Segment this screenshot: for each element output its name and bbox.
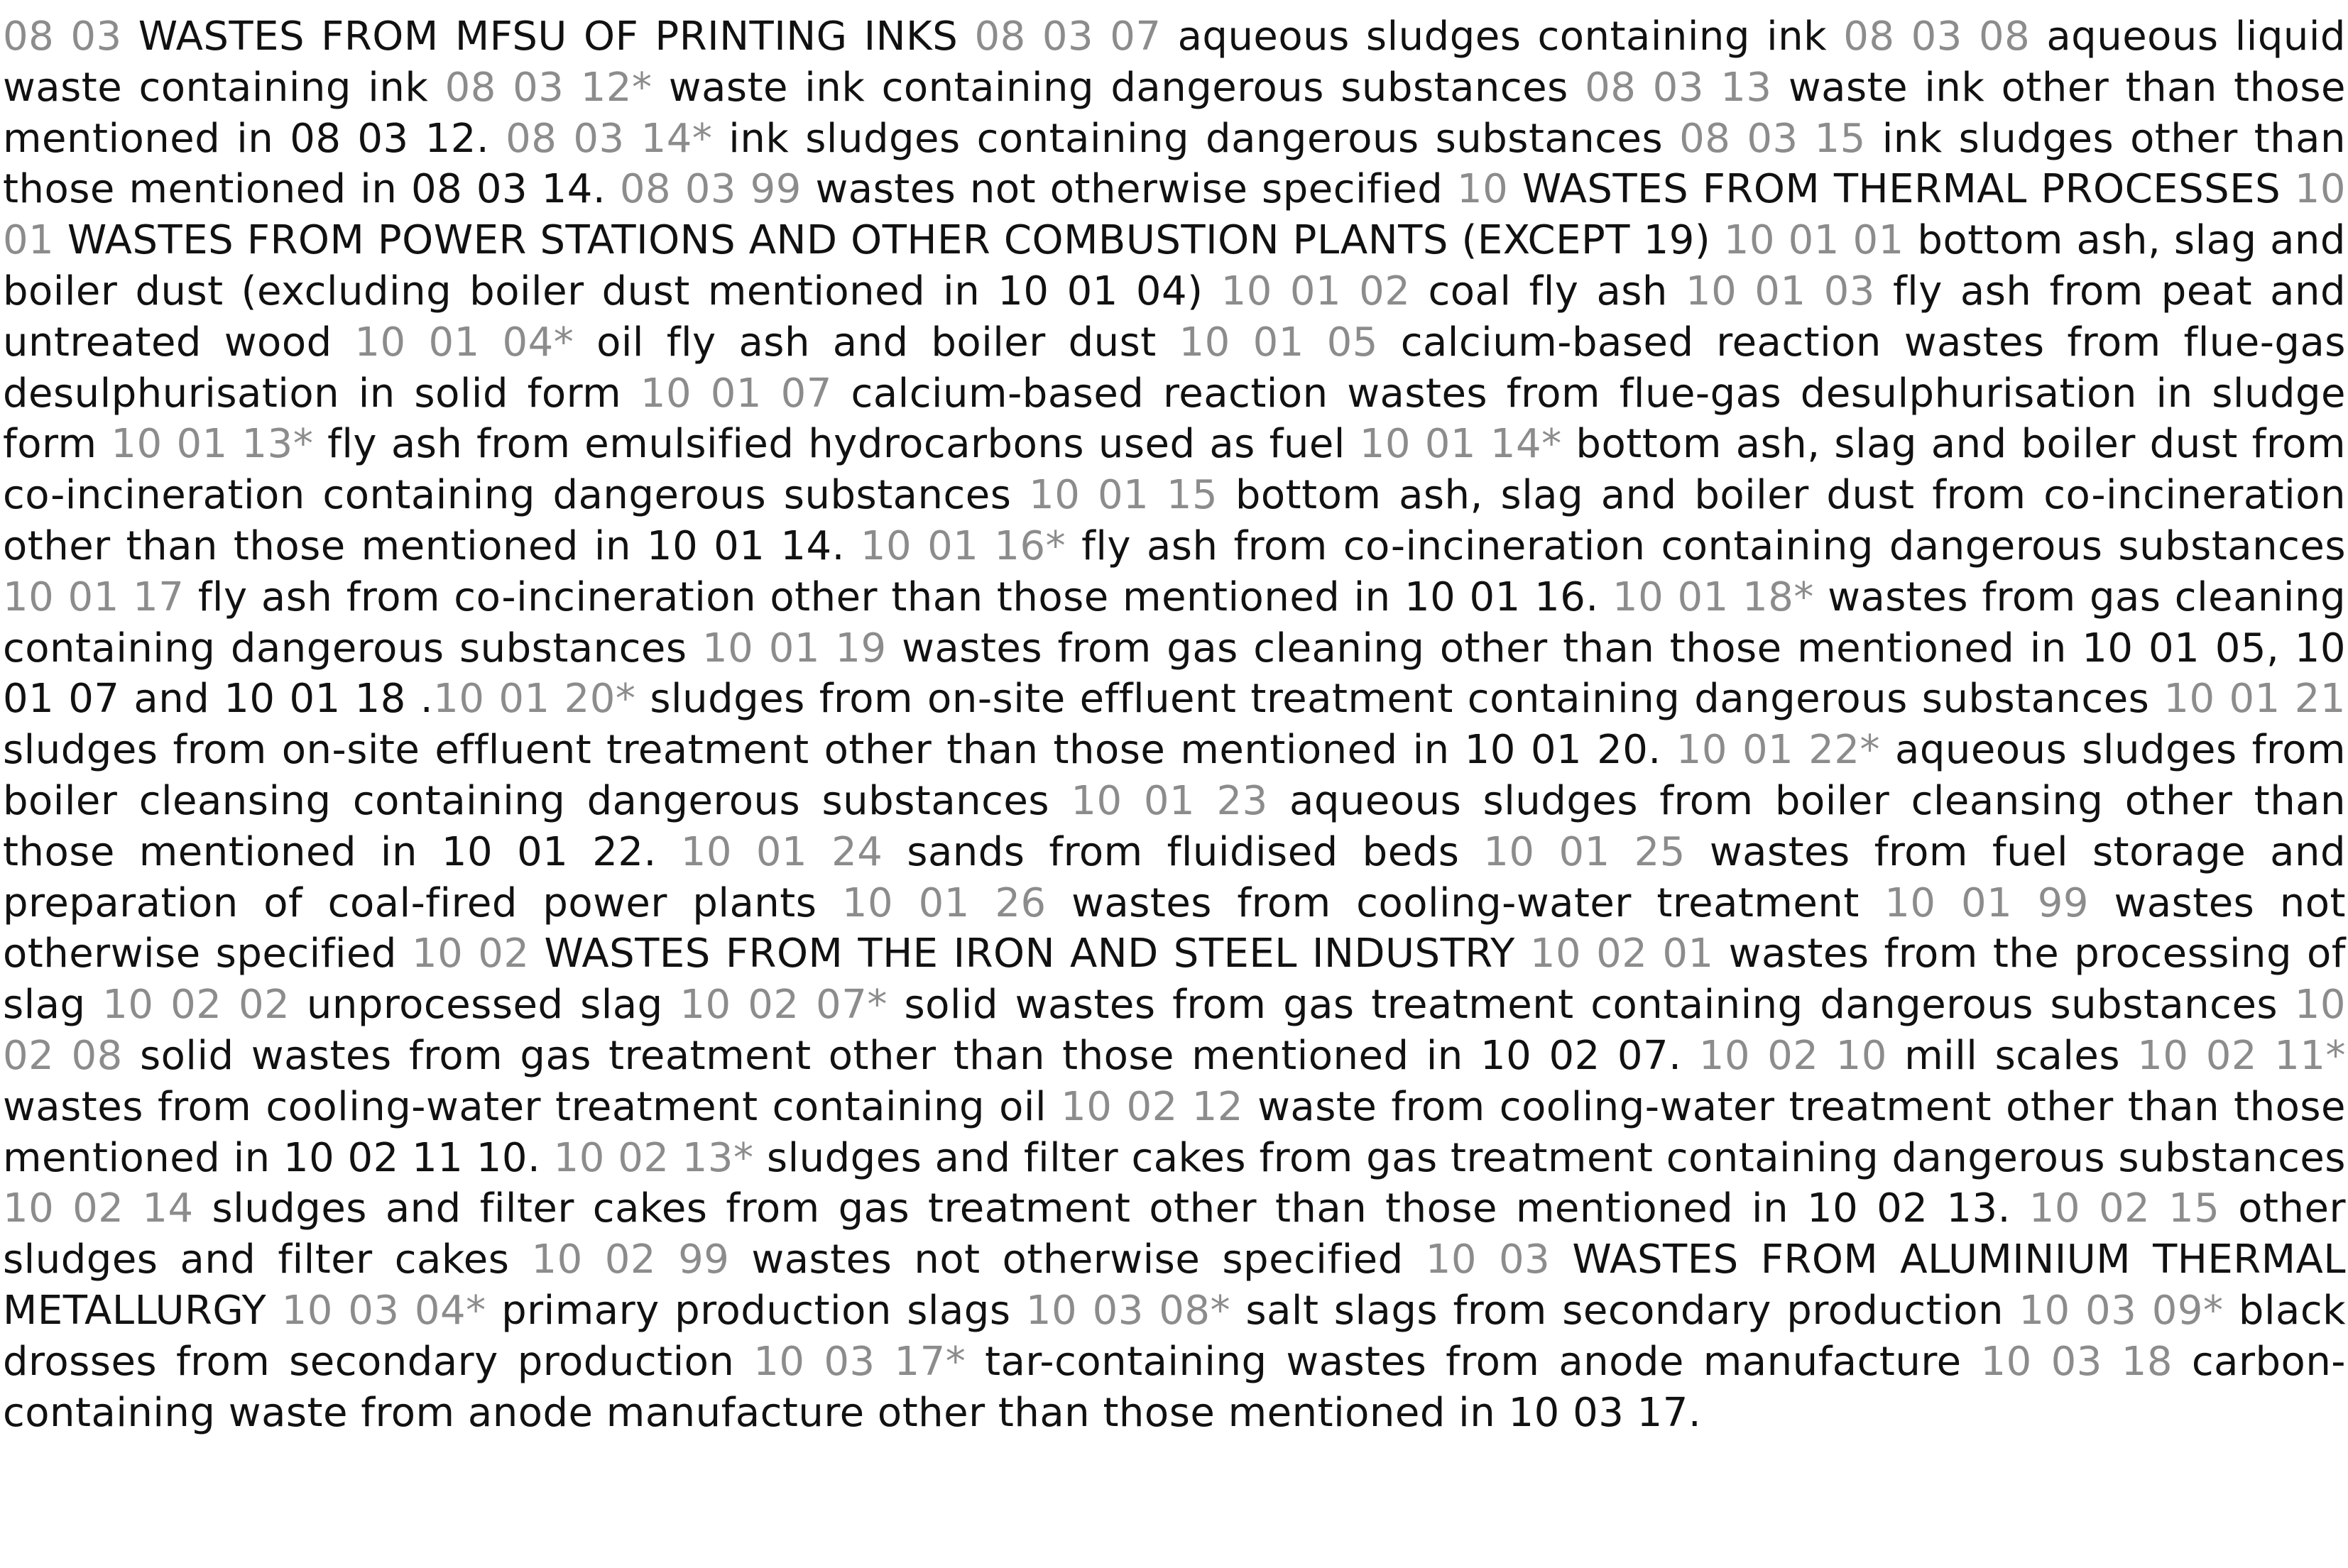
waste-code: 10 01 25: [1483, 828, 1686, 875]
section-heading: WASTES FROM MFSU OF PRINTING INKS: [138, 13, 959, 60]
waste-code: 08 03 13: [1585, 64, 1772, 111]
waste-code: 10 01 01: [1723, 217, 1904, 264]
waste-description: solid wastes from gas treatment other than those mentioned in 10 02 07.: [139, 1032, 1682, 1079]
waste-code: 10 03 04*: [281, 1287, 486, 1334]
waste-code: 10 01 03: [1686, 268, 1875, 314]
waste-description: tar-containing wastes from anode manufacture: [985, 1338, 1962, 1385]
waste-code: 08 03 14*: [506, 115, 713, 162]
waste-description: aqueous sludges from boiler cleansing other than those mentioned in 10 01 22.: [3, 777, 2346, 875]
waste-description: ink sludges other than those mentioned in 08 03 14.: [3, 115, 2346, 213]
waste-code: 10 02 01: [1529, 931, 1714, 977]
waste-description: coal fly ash: [1428, 268, 1668, 314]
waste-description: wastes not otherwise specified: [751, 1237, 1404, 1283]
section-code: 10: [1456, 166, 1509, 213]
waste-description: sands from fluidised beds: [907, 828, 1460, 875]
waste-description: unprocessed slag: [306, 982, 663, 1029]
waste-description: primary production slags: [501, 1287, 1011, 1334]
waste-code: 10 01 17: [3, 574, 185, 620]
waste-description: wastes not otherwise specified: [815, 166, 1443, 213]
waste-code: 10 01 13*: [111, 421, 314, 468]
waste-code: 10 02 99: [531, 1237, 730, 1283]
waste-code: 10 01 07: [640, 370, 832, 417]
waste-code: 10 03 08*: [1025, 1287, 1230, 1334]
waste-description: oil fly ash and boiler dust: [596, 319, 1157, 366]
waste-code: 10 02 13*: [553, 1134, 754, 1181]
waste-code: 10 03 17*: [753, 1338, 966, 1385]
waste-description: aqueous sludges containing ink: [1177, 13, 1828, 60]
waste-code: 08 03 99: [619, 166, 802, 213]
waste-description: aqueous liquid waste containing ink: [3, 13, 2346, 111]
waste-code: 10 01 21: [2163, 676, 2347, 723]
waste-description: bottom ash, slag and boiler dust (excluding boiler dust mentioned in 10 01 04): [3, 217, 2346, 314]
waste-description: waste from cooling-water treatment other than those mentioned in 10 02 11 10.: [3, 1083, 2347, 1181]
waste-code: 10 01 04*: [354, 319, 574, 366]
waste-description: fly ash from emulsified hydrocarbons used as fuel: [327, 421, 1345, 468]
section-heading: WASTES FROM POWER STATIONS AND OTHER COMBUSTION PLANTS (EXCEPT 19): [67, 217, 1711, 264]
waste-description: bottom ash, slag and boiler dust from co-incineration containing dangerous substances: [3, 421, 2346, 519]
waste-code: 10 03 18: [1980, 1338, 2173, 1385]
waste-description: wastes from cooling-water treatment containing oil: [3, 1083, 1047, 1130]
section-code: 08 03: [3, 13, 122, 60]
waste-code: 10 02 07*: [679, 982, 888, 1029]
waste-code: 10 02 02: [102, 982, 290, 1029]
waste-code: 10 01 05: [1179, 319, 1378, 366]
waste-description: sludges and filter cakes from gas treatment other than those mentioned in 10 02 13.: [212, 1185, 2011, 1232]
waste-description: aqueous sludges from boiler cleansing containing dangerous substances: [3, 727, 2346, 824]
waste-code: 10 01 15: [1029, 472, 1218, 519]
waste-description: calcium-based reaction wastes from flue-gas desulphurisation in solid form: [3, 319, 2346, 417]
waste-code: 08 03 12*: [444, 64, 652, 111]
waste-code: 10 01 16*: [860, 522, 1066, 569]
waste-description: bottom ash, slag and boiler dust from co-incineration other than those mentioned in 10 01 14.: [3, 472, 2346, 569]
waste-code: 10 01 22*: [1676, 727, 1880, 774]
section-code: 10 02: [412, 931, 530, 977]
waste-code: 10 01 24: [680, 828, 883, 875]
waste-description: fly ash from co-incineration other than those mentioned in 10 01 16.: [197, 574, 1599, 620]
waste-code: 10 01 18*: [1612, 574, 1814, 620]
waste-description: ink sludges containing dangerous substances: [728, 115, 1664, 162]
section-heading: WASTES FROM THE IRON AND STEEL INDUSTRY: [544, 931, 1515, 977]
waste-description: salt slags from secondary production: [1245, 1287, 2004, 1334]
waste-description: other sludges and filter cakes: [3, 1185, 2346, 1283]
waste-code: 10 02 10: [1698, 1032, 1887, 1079]
section-heading: WASTES FROM ALUMINIUM THERMAL METALLURGY: [3, 1237, 2347, 1334]
waste-code: 10 01 23: [1071, 777, 1268, 824]
waste-code: 08 03 07: [974, 13, 1162, 60]
waste-code: 10 01 19: [702, 625, 887, 671]
waste-code: 10 01 99: [1884, 879, 2089, 926]
waste-description: fly ash from peat and untreated wood: [3, 268, 2346, 366]
waste-description: calcium-based reaction wastes from flue-gas desulphurisation in sludge form: [3, 370, 2346, 468]
waste-code: 08 03 15: [1679, 115, 1866, 162]
waste-description: sludges and filter cakes from gas treatment containing dangerous substances: [766, 1134, 2346, 1181]
waste-code: 10 01 20*: [433, 676, 636, 723]
waste-description: solid wastes from gas treatment containing dangerous substances: [904, 982, 2278, 1029]
waste-description: fly ash from co-incineration containing dangerous substances: [1081, 522, 2346, 569]
waste-code: 10 02 08: [3, 982, 2346, 1079]
waste-code: 10 01 02: [1221, 268, 1411, 314]
waste-description: mill scales: [1904, 1032, 2121, 1079]
waste-code: 10 02 15: [2028, 1185, 2220, 1232]
section-code: 10 03: [1425, 1237, 1551, 1283]
waste-code: 08 03 08: [1843, 13, 2031, 60]
waste-description: wastes not otherwise specified: [3, 879, 2347, 977]
waste-description: wastes from cooling-water treatment: [1071, 879, 1860, 926]
waste-code: 10 01 26: [841, 879, 1047, 926]
section-heading: WASTES FROM THERMAL PROCESSES: [1522, 166, 2281, 213]
waste-code: 10 02 12: [1061, 1083, 1244, 1130]
waste-description: waste ink other than those mentioned in 08 03 12.: [3, 64, 2347, 162]
waste-description: wastes from fuel storage and preparation of coal-fired power plants: [3, 828, 2346, 926]
waste-description: wastes from the processing of slag: [3, 931, 2347, 1029]
waste-description: wastes from gas cleaning containing dangerous substances: [3, 574, 2346, 671]
waste-description: wastes from gas cleaning other than those mentioned in 10 01 05, 10 01 07 and 10 01 18 .: [3, 625, 2346, 723]
waste-description: waste ink containing dangerous substances: [668, 64, 1568, 111]
waste-description: black drosses from secondary production: [3, 1287, 2347, 1385]
waste-description: sludges from on-site effluent treatment containing dangerous substances: [650, 676, 2150, 723]
waste-description: carbon-containing waste from anode manufacture other than those mentioned in 10 03 17.: [3, 1338, 2347, 1436]
waste-description: sludges from on-site effluent treatment other than those mentioned in 10 01 20.: [3, 727, 1661, 774]
section-code: 10 01: [3, 166, 2347, 264]
waste-code: 10 01 14*: [1359, 421, 1562, 468]
waste-code: 10 02 14: [3, 1185, 194, 1232]
waste-code: 10 03 09*: [2019, 1287, 2224, 1334]
waste-code-listing: [3, 11, 2346, 1438]
waste-code: 10 02 11*: [2137, 1032, 2346, 1079]
